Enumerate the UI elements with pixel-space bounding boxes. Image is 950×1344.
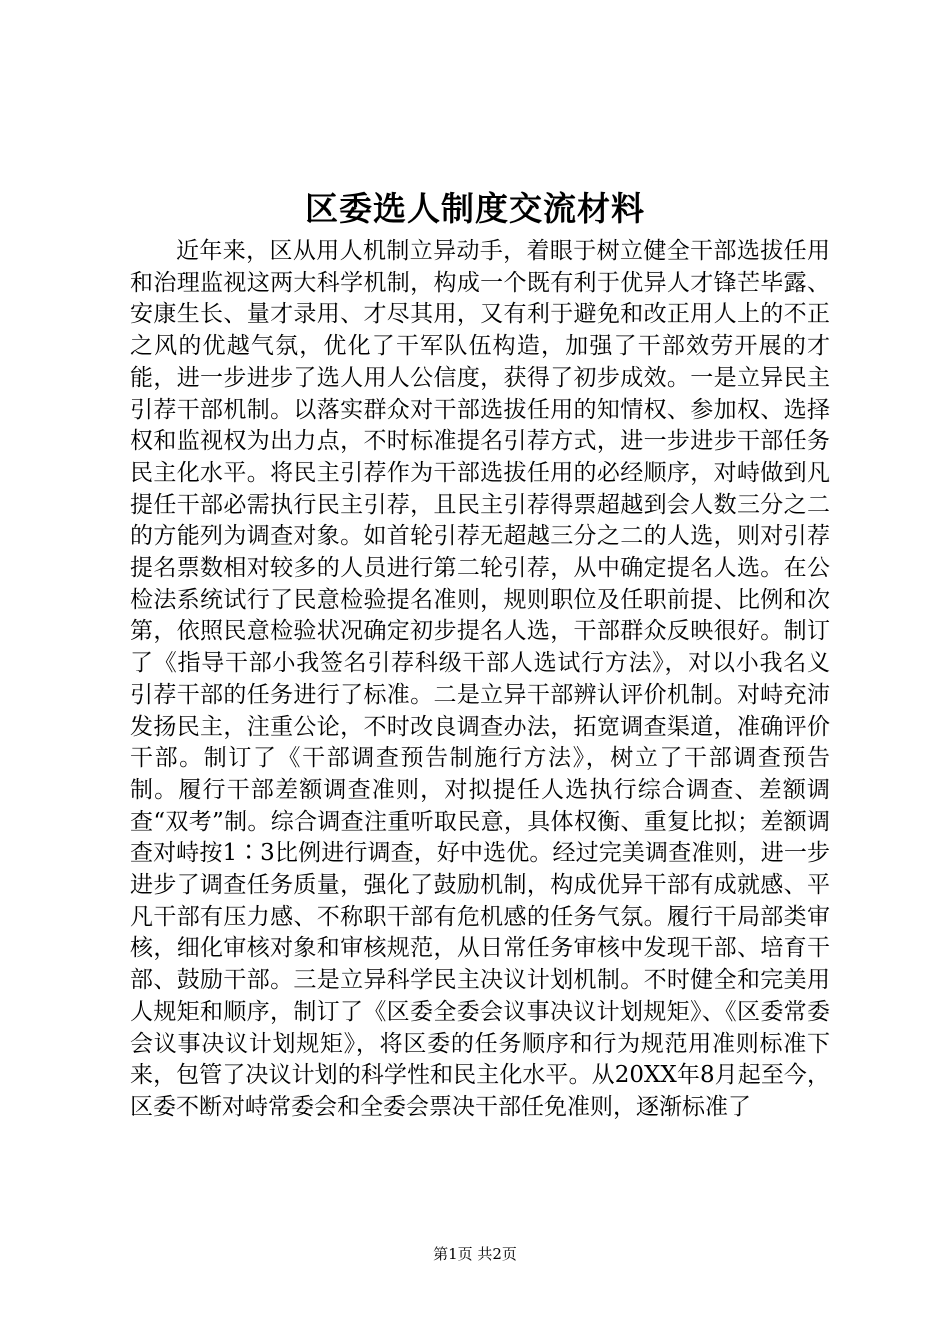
- document-body-paragraph: 近年来，区从用人机制立异动手，着眼于树立健全干部选拔任用和治理监视这两大科学机制，构成一个既有利于优异人才锋芒毕露、安康生长、量才录用、才尽其用，又有利于避免和改正用人上的不正之风的优越气氛，优化了干军队伍构造，加强了干部效劳开展的才能，进一步进步了选人用人公信度，获得了初步成效。一是立异民主引荐干部机制。以落实群众对干部选拔任用的知情权、参加权、选择权和监视权为出力点，不时标准提名引荐方式，进一步进步干部任务民主化水平。将民主引荐作为干部选拔任用的必经顺序，对峙做到凡提任干部必需执行民主引荐，且民主引荐得票超越到会人数三分之二的方能列为调查对象。如首轮引荐无超越三分之二的人选，则对引荐提名票数相对较多的人员进行第二轮引荐，从中确定提名人选。在公检法系统试行了民意检验提名准则，规则职位及任职前提、比例和次第，依照民意检验状况确定初步提名人选，干部群众反映很好。制订了《指导干部小我签名引荐科级干部人选试行方法》，对以小我名义引荐干部的任务进行了标准。二是立异干部辨认评价机制。对峙充沛发扬民主，注重公论，不时改良调查办法，拓宽调查渠道，准确评价干部。制订了《干部调查预告制施行方法》，树立了干部调查预告制。履行干部差额调查准则，对拟提任人选执行综合调查、差额调查“双考”制。综合调查注重听取民意，具体权衡、重复比拟；差额调查对峙按1∶3比例进行调查，好中选优。经过完美调查准则，进一步进步了调查任务质量，强化了鼓励机制，构成优异干部有成就感、平凡干部有压力感、不称职干部有危机感的任务气氛。履行干局部类审核，细化审核对象和审核规范，从日常任务审核中发现干部、培育干部、鼓励干部。三是立异科学民主决议计划机制。不时健全和完美用人规矩和顺序，制订了《区委全委会议事决议计划规矩》、《区委常委会议事决议计划规矩》，将区委的任务顺序和行为规范用准则标准下来，包管了决议计划的科学性和民主化水平。从20XX年8月起至今，区委不断对峙常委会和全委会票决干部任免准则，逐渐标准了: [130, 238, 830, 1120]
- document-title: 区委选人制度交流材料: [305, 189, 645, 228]
- page-number-footer: 第1页 共2页: [433, 1245, 517, 1263]
